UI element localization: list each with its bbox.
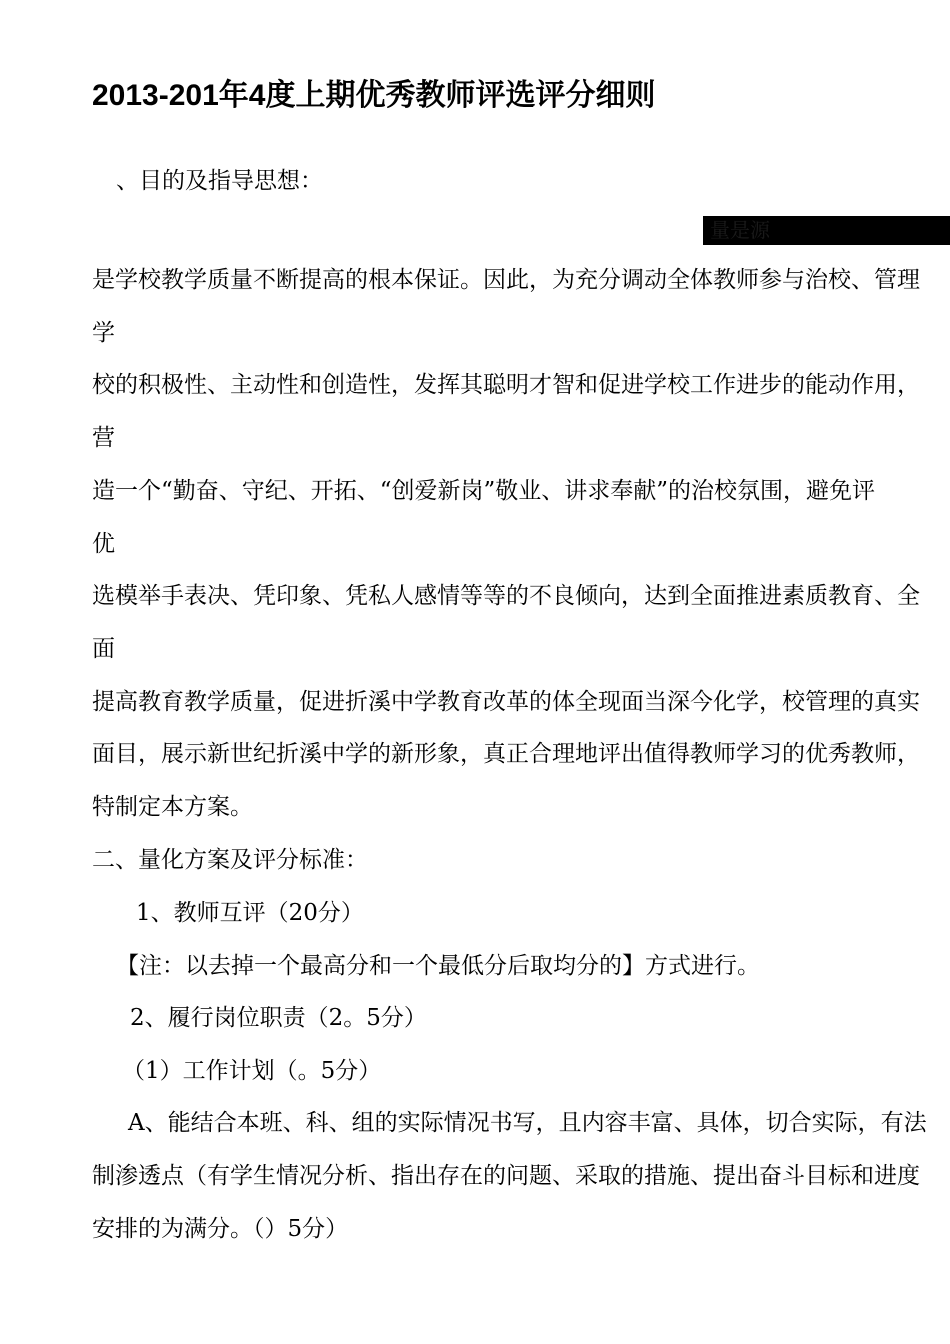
paragraph-line: 造一个“勤奋、守纪、开拓、“创爱新岗”敬业、讲求奉献”的治校氛围，避免评 bbox=[92, 478, 876, 504]
paragraph-line: 面 bbox=[92, 636, 115, 662]
note-line: 【注：以去掉一个最高分和一个最低分后取均分的】方式进行。 bbox=[116, 953, 760, 979]
redaction-bar bbox=[703, 216, 950, 245]
item-heading: 1、教师互评（20分） bbox=[136, 900, 364, 926]
item-heading: 2、履行岗位职责（2。5分） bbox=[130, 1005, 427, 1031]
paragraph-line: A、能结合本班、科、组的实际情况书写，且内容丰富、具体，切合实际，有法 bbox=[128, 1110, 927, 1136]
paragraph-line: 提高教育教学质量，促进折溪中学教育改革的体全现面当深今化学，校管理的真实 bbox=[92, 689, 920, 715]
paragraph-line: 学 bbox=[92, 320, 115, 346]
paragraph-line: 特制定本方案。 bbox=[92, 794, 253, 820]
sub-item-heading: （1）工作计划（。5分） bbox=[122, 1058, 382, 1084]
paragraph-line: 优 bbox=[92, 531, 115, 557]
paragraph-line: 选模举手表决、凭印象、凭私人感情等等的不良倾向，达到全面推进素质教育、全 bbox=[92, 583, 920, 609]
section-heading-2: 二、量化方案及评分标准： bbox=[92, 847, 368, 873]
paragraph-line: 校的积极性、主动性和创造性，发挥其聪明才智和促进学校工作进步的能动作用， bbox=[92, 372, 920, 398]
document-title: 2013-201年4度上期优秀教师评选评分细则 bbox=[92, 79, 656, 112]
redacted-text: 量是源 bbox=[710, 218, 770, 242]
paragraph-line: 面目，展示新世纪折溪中学的新形象，真正合理地评出值得教师学习的优秀教师， bbox=[92, 741, 920, 767]
paragraph-line: 安排的为满分。（）5分） bbox=[92, 1216, 349, 1242]
paragraph-line: 是学校教学质量不断提高的根本保证。因此，为充分调动全体教师参与治校、管理 bbox=[92, 267, 920, 293]
paragraph-line: 制渗透点（有学生情况分析、指出存在的问题、采取的措施、提出奋斗目标和进度 bbox=[92, 1163, 920, 1189]
section-heading-1: 、目的及指导思想： bbox=[116, 168, 323, 194]
paragraph-line: 营 bbox=[92, 425, 115, 451]
